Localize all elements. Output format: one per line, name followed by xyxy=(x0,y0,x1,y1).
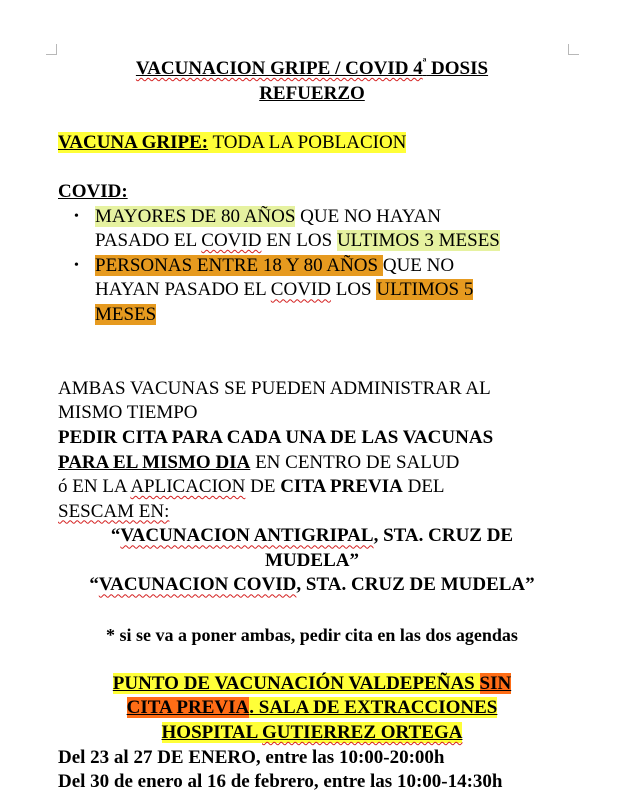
note-both-agendas: * si se va a poner ambas, pedir cita en las dos agendas xyxy=(106,624,518,645)
agenda-antigripal-line2: MUDELA” xyxy=(265,549,359,571)
covid-bullet-2: • PERSONAS ENTRE 18 Y 80 AÑOS QUE NO HAYAN PASADO EL COVID LOS ULTIMOS 5 MESES xyxy=(74,254,474,325)
title-line-1 xyxy=(58,57,566,82)
covid-heading: COVID: xyxy=(58,180,128,202)
gripe-label: VACUNA GRIPE: xyxy=(58,131,209,153)
body-p2-line2: PARA EL MISMO DIA EN CENTRO DE SALUD xyxy=(58,451,460,473)
punto-line-3: HOSPITAL GUTIERREZ ORTEGA xyxy=(161,722,463,744)
title-line-2 xyxy=(58,82,566,107)
document-content xyxy=(58,57,566,795)
body-p2-line3: ó EN LA APLICACION DE CITA PREVIA DEL xyxy=(58,476,445,498)
page-corner-mark-top-left xyxy=(46,44,57,55)
covid-bullet-list xyxy=(58,205,566,328)
bullet2-highlight-1: PERSONAS ENTRE 18 Y 80 AÑOS xyxy=(95,254,383,276)
gripe-text: TODA LA POBLACION xyxy=(208,131,407,153)
bullet2-highlight-3: MESES xyxy=(95,303,157,325)
title-superscript: ª xyxy=(422,55,427,70)
page-corner-mark-top-right xyxy=(568,44,579,55)
title-refuerzo: REFUERZO xyxy=(259,82,365,104)
bullet2-text-1: QUE NO xyxy=(382,254,455,276)
title-dosis: DOSIS xyxy=(426,58,489,79)
body-p1-line2: MISMO TIEMPO xyxy=(58,402,198,424)
punto-date-2: Del 30 de enero al 16 de febrero, entre las 10:00-14:30h xyxy=(58,771,503,793)
bullet-dot-icon: • xyxy=(74,257,79,273)
bullet1-highlight-2: ULTIMOS 3 MESES xyxy=(336,230,500,252)
covid-bullet-1: • MAYORES DE 80 AÑOS QUE NO HAYAN PASADO EL COVID EN LOS ULTIMOS 3 MESES xyxy=(74,205,500,252)
gripe-line xyxy=(58,131,566,156)
bullet1-text-1: QUE NO HAYAN xyxy=(295,205,441,227)
punto-line-2: CITA PREVIA. SALA DE EXTRACCIONES xyxy=(126,697,498,719)
body-p2-line4: SESCAM EN: xyxy=(58,500,170,522)
agenda-antigripal-line1: “VACUNACION ANTIGRIPAL, STA. CRUZ DE xyxy=(110,525,514,547)
punto-date-1: Del 23 al 27 DE ENERO, entre las 10:00-20:00h xyxy=(58,746,445,768)
title-word-vacunacion: VACUNACION GRIPE / COVID 4 xyxy=(135,58,423,79)
bullet1-highlight-1: MAYORES DE 80 AÑOS xyxy=(95,205,296,227)
bullet2-highlight-2: ULTIMOS 5 xyxy=(376,279,474,301)
bullet-dot-icon: • xyxy=(74,208,79,224)
agenda-covid-line: “VACUNACION COVID, STA. CRUZ DE MUDELA” xyxy=(89,574,535,596)
punto-line-1: PUNTO DE VACUNACIÓN VALDEPEÑAS SIN xyxy=(112,672,512,694)
body-p2-line1: PEDIR CITA PARA CADA UNA DE LAS VACUNAS xyxy=(58,426,494,448)
body-p1-line1: AMBAS VACUNAS SE PUEDEN ADMINISTRAR AL xyxy=(58,377,491,399)
